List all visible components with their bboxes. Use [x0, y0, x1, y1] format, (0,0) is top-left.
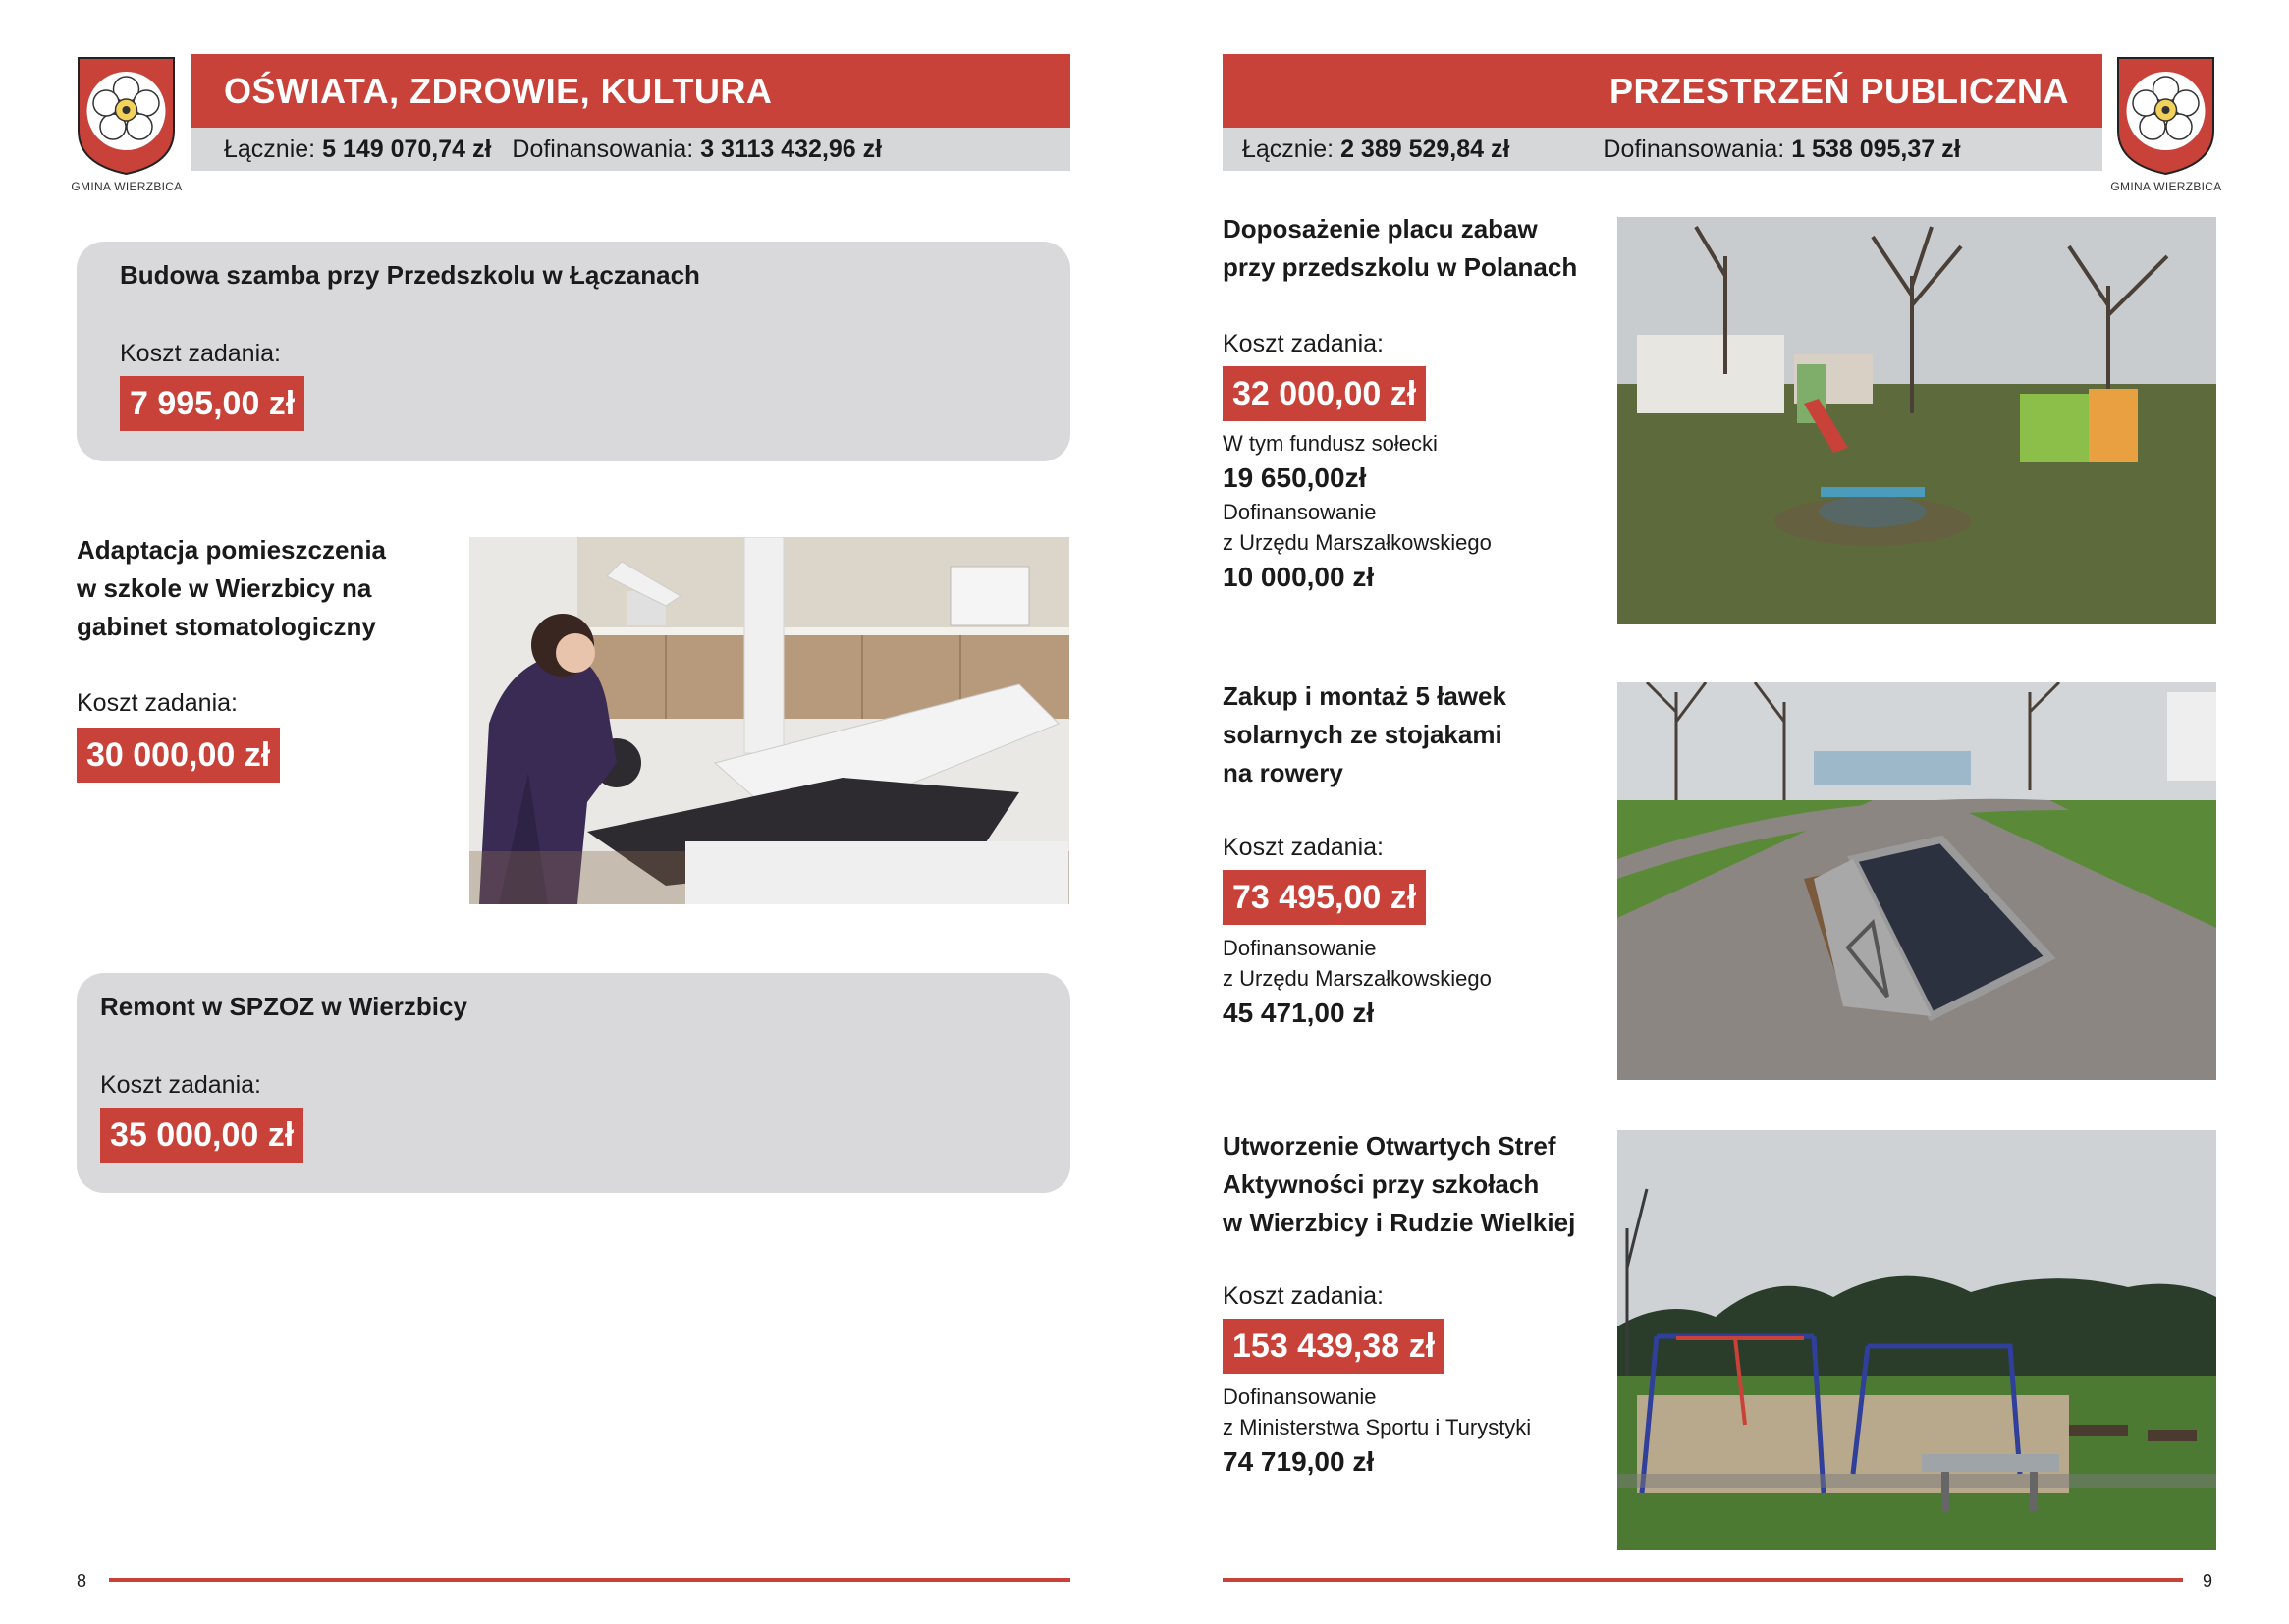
- crest-icon: [75, 54, 178, 177]
- cofund-amount: 74 719,00 zł: [1223, 1446, 1375, 1477]
- cost-value: 7 995,00 zł: [120, 376, 304, 431]
- page-number: 9: [2203, 1571, 2213, 1591]
- left-header-bar: [191, 54, 1070, 128]
- cost-value: 32 000,00 zł: [1223, 366, 1426, 421]
- crest-caption: GMINA WIERZBICA: [71, 180, 183, 193]
- dental-office-photo: [469, 537, 1069, 904]
- activity-zone-photo: [1617, 1130, 2216, 1550]
- cost-label: Koszt zadania:: [1223, 1282, 1384, 1310]
- cost-label: Koszt zadania:: [120, 340, 281, 367]
- project-card: [77, 973, 1070, 1193]
- cofund-label: Dofinansowania:: [1603, 135, 1785, 163]
- cost-label: Koszt zadania:: [1223, 330, 1384, 357]
- fund-value: 19 650,00zł: [1223, 462, 1367, 493]
- footer-rule: [109, 1578, 1070, 1582]
- cost-value: 73 495,00 zł: [1223, 870, 1426, 925]
- crest-caption: GMINA WIERZBICA: [2110, 180, 2222, 193]
- project-title: Budowa szamba przy Przedszkolu w Łączanach: [120, 260, 700, 290]
- crest-icon: [2114, 54, 2217, 177]
- cofund-source: Dofinansowanie z Urzędu Marszałkowskiego: [1223, 936, 1492, 991]
- cofund-label: Dofinansowania:: [512, 135, 694, 163]
- cost-value: 35 000,00 zł: [100, 1108, 303, 1163]
- cofund-amount: 10 000,00 zł: [1223, 562, 1375, 592]
- project-title: Utworzenie Otwartych Stref Aktywności przy szkołach w Wierzbicy i Rudzie Wielkiej: [1223, 1131, 1576, 1237]
- left-crest: [75, 54, 178, 182]
- cost-label: Koszt zadania:: [77, 689, 238, 717]
- project-title: Adaptacja pomieszczenia w szkole w Wierzbicy na gabinet stomatologiczny: [77, 535, 386, 641]
- left-summary-bar: [191, 128, 1070, 171]
- total-label: Łącznie:: [224, 135, 316, 163]
- project-title: Doposażenie placu zabaw przy przedszkolu w Polanach: [1223, 214, 1578, 282]
- cost-label: Koszt zadania:: [1223, 834, 1384, 861]
- cofund-amount: 45 471,00 zł: [1223, 998, 1375, 1028]
- cost-label: Koszt zadania:: [100, 1071, 261, 1099]
- project-title: Remont w SPZOZ w Wierzbicy: [100, 992, 467, 1021]
- total-value: 5 149 070,74 zł: [322, 135, 492, 163]
- right-crest: [2114, 54, 2217, 182]
- cofund-value: 1 538 095,37 zł: [1791, 135, 1961, 163]
- right-summary-bar: [1223, 128, 2102, 171]
- page-number: 8: [77, 1571, 87, 1591]
- total-value: 2 389 529,84 zł: [1340, 135, 1510, 163]
- cofund-source: Dofinansowanie z Urzędu Marszałkowskiego: [1223, 500, 1492, 555]
- playground-photo: [1617, 217, 2216, 624]
- section-title: OŚWIATA, ZDROWIE, KULTURA: [224, 71, 773, 111]
- footer-rule: [1223, 1578, 2183, 1582]
- solar-bench-photo: [1617, 682, 2216, 1080]
- project-card: [77, 242, 1070, 461]
- cost-value: 30 000,00 zł: [77, 728, 280, 783]
- project-title: Zakup i montaż 5 ławek solarnych ze stojakami na rowery: [1223, 681, 1506, 787]
- right-header-bar: [1223, 54, 2102, 128]
- cost-value: 153 439,38 zł: [1223, 1319, 1444, 1374]
- fund-label: W tym fundusz sołecki: [1223, 431, 1438, 456]
- total-label: Łącznie:: [1242, 135, 1335, 163]
- cofund-source: Dofinansowanie z Ministerstwa Sportu i Turystyki: [1223, 1384, 1532, 1439]
- section-title: PRZESTRZEŃ PUBLICZNA: [1609, 71, 2069, 111]
- cofund-value: 3 3113 432,96 zł: [700, 135, 883, 163]
